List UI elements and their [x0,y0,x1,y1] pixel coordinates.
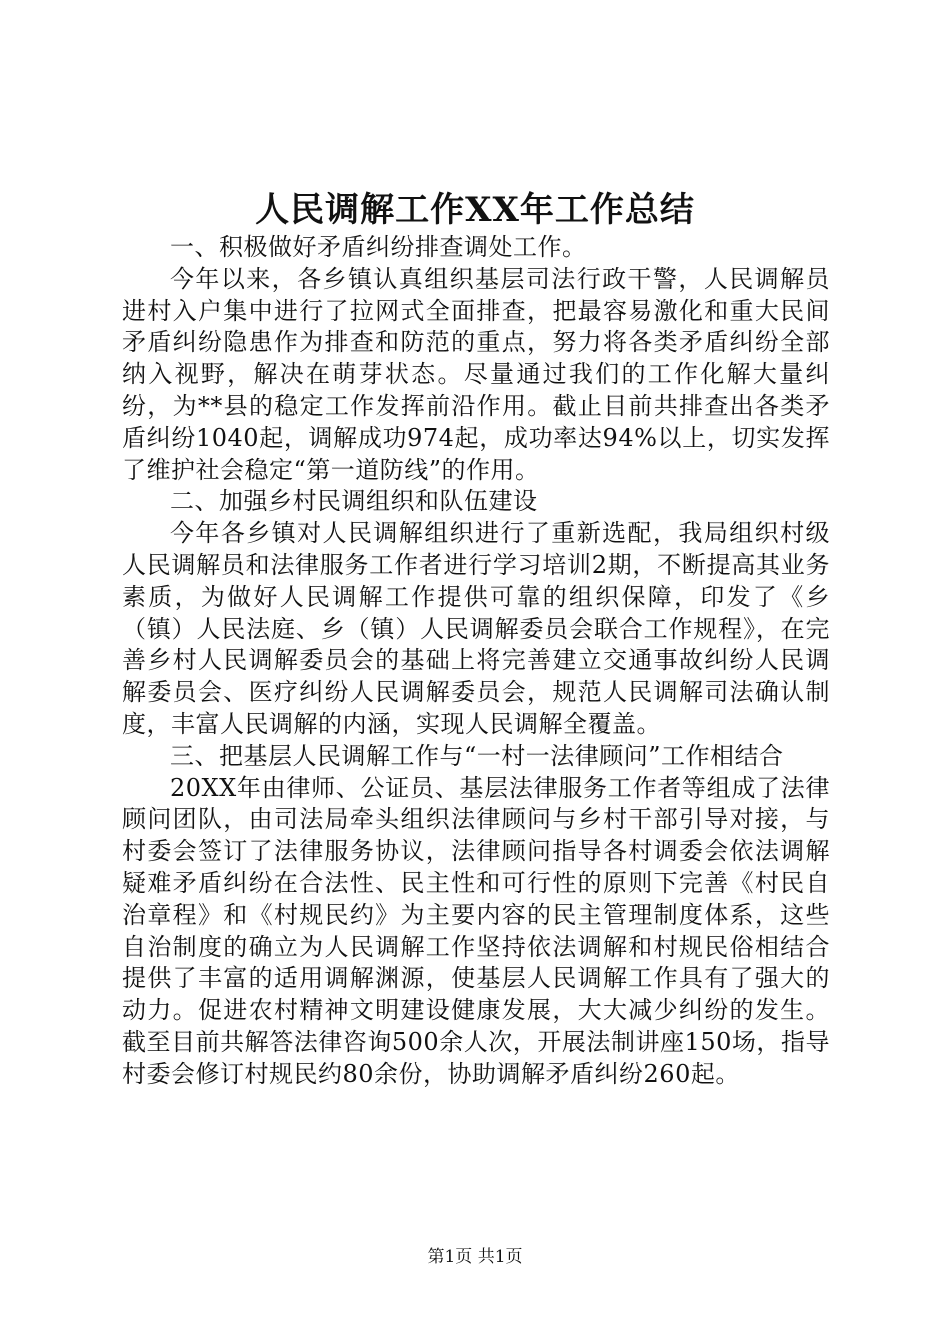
section-heading-2: 二、加强乡村民调组织和队伍建设 [170,487,538,516]
document-body [122,232,830,1091]
document-title: 人民调解工作XX年工作总结 [255,190,695,230]
paragraph-3: 20XX年由律师、公证员、基层法律服务工作者等组成了法律顾问团队，由司法局牵头组织法律顾问与乡村干部引导对接，与村委会签订了法律服务协议，法律顾问指导各村调委会依法调解疑难矛盾纠纷在合法性、民主性和可行性的原则下完善《村民自治章程》和《村规民约》为主要内容的民主管理制度体系，这些自治制度的确立为人民调解工作坚持依法调解和村规民俗相结合提供了丰富的适用调解渊源，使基层人民调解工作具有了强大的动力。促进农村精神文明建设健康发展，大大减少纠纷的发生。截至目前共解答法律咨询500余人次，开展法制讲座150场，指导村委会修订村规民约80余份，协助调解矛盾纠纷260起。 [122,773,830,1088]
section-heading-3: 三、把基层人民调解工作与“一村一法律顾问”工作相结合 [170,741,784,770]
page-footer: 第1页 共1页 [427,1247,523,1267]
paragraph-2: 今年各乡镇对人民调解组织进行了重新选配，我局组织村级人民调解员和法律服务工作者进行学习培训2期，不断提高其业务素质，为做好人民调解工作提供可靠的组织保障，印发了《乡（镇）人民法庭、乡（镇）人民调解委员会联合工作规程》，在完善乡村人民调解委员会的基础上将完善建立交通事故纠纷人民调解委员会、医疗纠纷人民调解委员会，规范人民调解司法确认制度，丰富人民调解的内涵，实现人民调解全覆盖。 [122,519,830,738]
paragraph-1: 今年以来，各乡镇认真组织基层司法行政干警，人民调解员进村入户集中进行了拉网式全面排查，把最容易激化和重大民间矛盾纠纷隐患作为排查和防范的重点，努力将各类矛盾纠纷全部纳入视野，解决在萌芽状态。尽量通过我们的工作化解大量纠纷，为**县的稳定工作发挥前沿作用。截止目前共排查出各类矛盾纠纷1040起，调解成功974起，成功率达94%以上，切实发挥了维护社会稳定“第一道防线”的作用。 [122,264,830,484]
section-heading-1: 一、积极做好矛盾纠纷排查调处工作。 [170,233,587,261]
